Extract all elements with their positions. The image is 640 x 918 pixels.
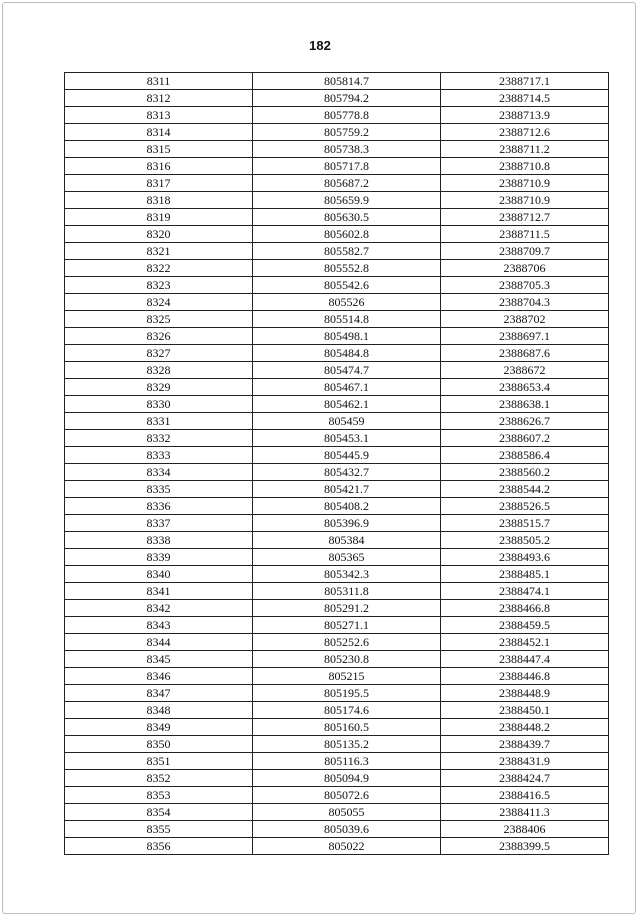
point-number-cell: 8313 bbox=[65, 107, 253, 124]
table-row bbox=[65, 447, 609, 464]
table-row bbox=[65, 651, 609, 668]
x-coordinate-cell: 805498.1 bbox=[253, 328, 441, 345]
table-row bbox=[65, 617, 609, 634]
point-number-cell: 8335 bbox=[65, 481, 253, 498]
y-coordinate-cell: 2388712.7 bbox=[441, 209, 609, 226]
table-row bbox=[65, 413, 609, 430]
table-row bbox=[65, 498, 609, 515]
y-coordinate-cell: 2388505.2 bbox=[441, 532, 609, 549]
point-number-cell: 8351 bbox=[65, 753, 253, 770]
table-row bbox=[65, 600, 609, 617]
table-row bbox=[65, 362, 609, 379]
x-coordinate-cell: 805384 bbox=[253, 532, 441, 549]
table-row bbox=[65, 158, 609, 175]
x-coordinate-cell: 805342.3 bbox=[253, 566, 441, 583]
x-coordinate-cell: 805778.8 bbox=[253, 107, 441, 124]
table-row bbox=[65, 753, 609, 770]
y-coordinate-cell: 2388626.7 bbox=[441, 413, 609, 430]
x-coordinate-cell: 805116.3 bbox=[253, 753, 441, 770]
y-coordinate-cell: 2388544.2 bbox=[441, 481, 609, 498]
coordinates-table-body bbox=[65, 73, 609, 855]
y-coordinate-cell: 2388697.1 bbox=[441, 328, 609, 345]
y-coordinate-cell: 2388702 bbox=[441, 311, 609, 328]
y-coordinate-cell: 2388459.5 bbox=[441, 617, 609, 634]
point-number-cell: 8314 bbox=[65, 124, 253, 141]
x-coordinate-cell: 805039.6 bbox=[253, 821, 441, 838]
table-row bbox=[65, 141, 609, 158]
table-row bbox=[65, 328, 609, 345]
y-coordinate-cell: 2388709.7 bbox=[441, 243, 609, 260]
table-row bbox=[65, 515, 609, 532]
y-coordinate-cell: 2388493.6 bbox=[441, 549, 609, 566]
x-coordinate-cell: 805072.6 bbox=[253, 787, 441, 804]
y-coordinate-cell: 2388411.3 bbox=[441, 804, 609, 821]
point-number-cell: 8311 bbox=[65, 73, 253, 90]
x-coordinate-cell: 805526 bbox=[253, 294, 441, 311]
x-coordinate-cell: 805459 bbox=[253, 413, 441, 430]
table-row bbox=[65, 736, 609, 753]
y-coordinate-cell: 2388714.5 bbox=[441, 90, 609, 107]
y-coordinate-cell: 2388424.7 bbox=[441, 770, 609, 787]
y-coordinate-cell: 2388704.3 bbox=[441, 294, 609, 311]
point-number-cell: 8354 bbox=[65, 804, 253, 821]
point-number-cell: 8342 bbox=[65, 600, 253, 617]
point-number-cell: 8346 bbox=[65, 668, 253, 685]
y-coordinate-cell: 2388711.2 bbox=[441, 141, 609, 158]
y-coordinate-cell: 2388448.2 bbox=[441, 719, 609, 736]
point-number-cell: 8353 bbox=[65, 787, 253, 804]
point-number-cell: 8350 bbox=[65, 736, 253, 753]
point-number-cell: 8334 bbox=[65, 464, 253, 481]
table-row bbox=[65, 702, 609, 719]
y-coordinate-cell: 2388653.4 bbox=[441, 379, 609, 396]
y-coordinate-cell: 2388710.8 bbox=[441, 158, 609, 175]
point-number-cell: 8330 bbox=[65, 396, 253, 413]
table-row bbox=[65, 787, 609, 804]
y-coordinate-cell: 2388416.5 bbox=[441, 787, 609, 804]
x-coordinate-cell: 805445.9 bbox=[253, 447, 441, 464]
x-coordinate-cell: 805252.6 bbox=[253, 634, 441, 651]
point-number-cell: 8349 bbox=[65, 719, 253, 736]
point-number-cell: 8340 bbox=[65, 566, 253, 583]
x-coordinate-cell: 805311.8 bbox=[253, 583, 441, 600]
y-coordinate-cell: 2388638.1 bbox=[441, 396, 609, 413]
point-number-cell: 8328 bbox=[65, 362, 253, 379]
x-coordinate-cell: 805365 bbox=[253, 549, 441, 566]
x-coordinate-cell: 805215 bbox=[253, 668, 441, 685]
table-row bbox=[65, 634, 609, 651]
y-coordinate-cell: 2388452.1 bbox=[441, 634, 609, 651]
y-coordinate-cell: 2388446.8 bbox=[441, 668, 609, 685]
table-row bbox=[65, 804, 609, 821]
table-row bbox=[65, 226, 609, 243]
table-row bbox=[65, 481, 609, 498]
table-row bbox=[65, 770, 609, 787]
table-row bbox=[65, 260, 609, 277]
point-number-cell: 8332 bbox=[65, 430, 253, 447]
point-number-cell: 8315 bbox=[65, 141, 253, 158]
point-number-cell: 8321 bbox=[65, 243, 253, 260]
table-row bbox=[65, 124, 609, 141]
table-row bbox=[65, 277, 609, 294]
y-coordinate-cell: 2388485.1 bbox=[441, 566, 609, 583]
y-coordinate-cell: 2388399.5 bbox=[441, 838, 609, 855]
y-coordinate-cell: 2388448.9 bbox=[441, 685, 609, 702]
y-coordinate-cell: 2388447.4 bbox=[441, 651, 609, 668]
x-coordinate-cell: 805271.1 bbox=[253, 617, 441, 634]
x-coordinate-cell: 805467.1 bbox=[253, 379, 441, 396]
x-coordinate-cell: 805421.7 bbox=[253, 481, 441, 498]
point-number-cell: 8348 bbox=[65, 702, 253, 719]
y-coordinate-cell: 2388687.6 bbox=[441, 345, 609, 362]
point-number-cell: 8320 bbox=[65, 226, 253, 243]
point-number-cell: 8316 bbox=[65, 158, 253, 175]
point-number-cell: 8322 bbox=[65, 260, 253, 277]
x-coordinate-cell: 805717.8 bbox=[253, 158, 441, 175]
x-coordinate-cell: 805432.7 bbox=[253, 464, 441, 481]
y-coordinate-cell: 2388515.7 bbox=[441, 515, 609, 532]
table-row bbox=[65, 107, 609, 124]
table-row bbox=[65, 583, 609, 600]
point-number-cell: 8343 bbox=[65, 617, 253, 634]
table-row bbox=[65, 396, 609, 413]
point-number-cell: 8329 bbox=[65, 379, 253, 396]
y-coordinate-cell: 2388586.4 bbox=[441, 447, 609, 464]
table-row bbox=[65, 532, 609, 549]
table-row bbox=[65, 821, 609, 838]
table-row bbox=[65, 685, 609, 702]
table-row bbox=[65, 719, 609, 736]
x-coordinate-cell: 805195.5 bbox=[253, 685, 441, 702]
x-coordinate-cell: 805630.5 bbox=[253, 209, 441, 226]
x-coordinate-cell: 805291.2 bbox=[253, 600, 441, 617]
table-row bbox=[65, 838, 609, 855]
point-number-cell: 8339 bbox=[65, 549, 253, 566]
table-row bbox=[65, 90, 609, 107]
x-coordinate-cell: 805814.7 bbox=[253, 73, 441, 90]
table-row bbox=[65, 430, 609, 447]
y-coordinate-cell: 2388526.5 bbox=[441, 498, 609, 515]
x-coordinate-cell: 805055 bbox=[253, 804, 441, 821]
x-coordinate-cell: 805552.8 bbox=[253, 260, 441, 277]
table-row bbox=[65, 668, 609, 685]
table-row bbox=[65, 209, 609, 226]
y-coordinate-cell: 2388712.6 bbox=[441, 124, 609, 141]
table-row bbox=[65, 549, 609, 566]
point-number-cell: 8336 bbox=[65, 498, 253, 515]
x-coordinate-cell: 805453.1 bbox=[253, 430, 441, 447]
table-row bbox=[65, 192, 609, 209]
table-row bbox=[65, 311, 609, 328]
point-number-cell: 8344 bbox=[65, 634, 253, 651]
y-coordinate-cell: 2388439.7 bbox=[441, 736, 609, 753]
x-coordinate-cell: 805474.7 bbox=[253, 362, 441, 379]
y-coordinate-cell: 2388672 bbox=[441, 362, 609, 379]
y-coordinate-cell: 2388431.9 bbox=[441, 753, 609, 770]
x-coordinate-cell: 805408.2 bbox=[253, 498, 441, 515]
x-coordinate-cell: 805396.9 bbox=[253, 515, 441, 532]
table-row bbox=[65, 243, 609, 260]
table-row bbox=[65, 566, 609, 583]
point-number-cell: 8323 bbox=[65, 277, 253, 294]
point-number-cell: 8352 bbox=[65, 770, 253, 787]
y-coordinate-cell: 2388713.9 bbox=[441, 107, 609, 124]
point-number-cell: 8345 bbox=[65, 651, 253, 668]
x-coordinate-cell: 805462.1 bbox=[253, 396, 441, 413]
x-coordinate-cell: 805794.2 bbox=[253, 90, 441, 107]
point-number-cell: 8312 bbox=[65, 90, 253, 107]
point-number-cell: 8355 bbox=[65, 821, 253, 838]
point-number-cell: 8341 bbox=[65, 583, 253, 600]
point-number-cell: 8324 bbox=[65, 294, 253, 311]
x-coordinate-cell: 805160.5 bbox=[253, 719, 441, 736]
point-number-cell: 8319 bbox=[65, 209, 253, 226]
point-number-cell: 8333 bbox=[65, 447, 253, 464]
y-coordinate-cell: 2388406 bbox=[441, 821, 609, 838]
point-number-cell: 8318 bbox=[65, 192, 253, 209]
x-coordinate-cell: 805687.2 bbox=[253, 175, 441, 192]
x-coordinate-cell: 805022 bbox=[253, 838, 441, 855]
y-coordinate-cell: 2388607.2 bbox=[441, 430, 609, 447]
x-coordinate-cell: 805542.6 bbox=[253, 277, 441, 294]
y-coordinate-cell: 2388711.5 bbox=[441, 226, 609, 243]
y-coordinate-cell: 2388706 bbox=[441, 260, 609, 277]
point-number-cell: 8326 bbox=[65, 328, 253, 345]
point-number-cell: 8331 bbox=[65, 413, 253, 430]
x-coordinate-cell: 805582.7 bbox=[253, 243, 441, 260]
x-coordinate-cell: 805135.2 bbox=[253, 736, 441, 753]
point-number-cell: 8325 bbox=[65, 311, 253, 328]
table-row bbox=[65, 345, 609, 362]
y-coordinate-cell: 2388705.3 bbox=[441, 277, 609, 294]
x-coordinate-cell: 805230.8 bbox=[253, 651, 441, 668]
x-coordinate-cell: 805514.8 bbox=[253, 311, 441, 328]
page-number: 182 bbox=[309, 38, 331, 53]
table-row bbox=[65, 175, 609, 192]
point-number-cell: 8327 bbox=[65, 345, 253, 362]
y-coordinate-cell: 2388466.8 bbox=[441, 600, 609, 617]
table-row bbox=[65, 294, 609, 311]
y-coordinate-cell: 2388710.9 bbox=[441, 192, 609, 209]
x-coordinate-cell: 805484.8 bbox=[253, 345, 441, 362]
y-coordinate-cell: 2388450.1 bbox=[441, 702, 609, 719]
point-number-cell: 8338 bbox=[65, 532, 253, 549]
table-row bbox=[65, 73, 609, 90]
x-coordinate-cell: 805738.3 bbox=[253, 141, 441, 158]
y-coordinate-cell: 2388717.1 bbox=[441, 73, 609, 90]
y-coordinate-cell: 2388710.9 bbox=[441, 175, 609, 192]
point-number-cell: 8317 bbox=[65, 175, 253, 192]
x-coordinate-cell: 805759.2 bbox=[253, 124, 441, 141]
point-number-cell: 8356 bbox=[65, 838, 253, 855]
point-number-cell: 8337 bbox=[65, 515, 253, 532]
x-coordinate-cell: 805094.9 bbox=[253, 770, 441, 787]
y-coordinate-cell: 2388474.1 bbox=[441, 583, 609, 600]
table-row bbox=[65, 464, 609, 481]
x-coordinate-cell: 805174.6 bbox=[253, 702, 441, 719]
x-coordinate-cell: 805659.9 bbox=[253, 192, 441, 209]
x-coordinate-cell: 805602.8 bbox=[253, 226, 441, 243]
coordinates-table bbox=[64, 72, 609, 855]
point-number-cell: 8347 bbox=[65, 685, 253, 702]
y-coordinate-cell: 2388560.2 bbox=[441, 464, 609, 481]
table-row bbox=[65, 379, 609, 396]
